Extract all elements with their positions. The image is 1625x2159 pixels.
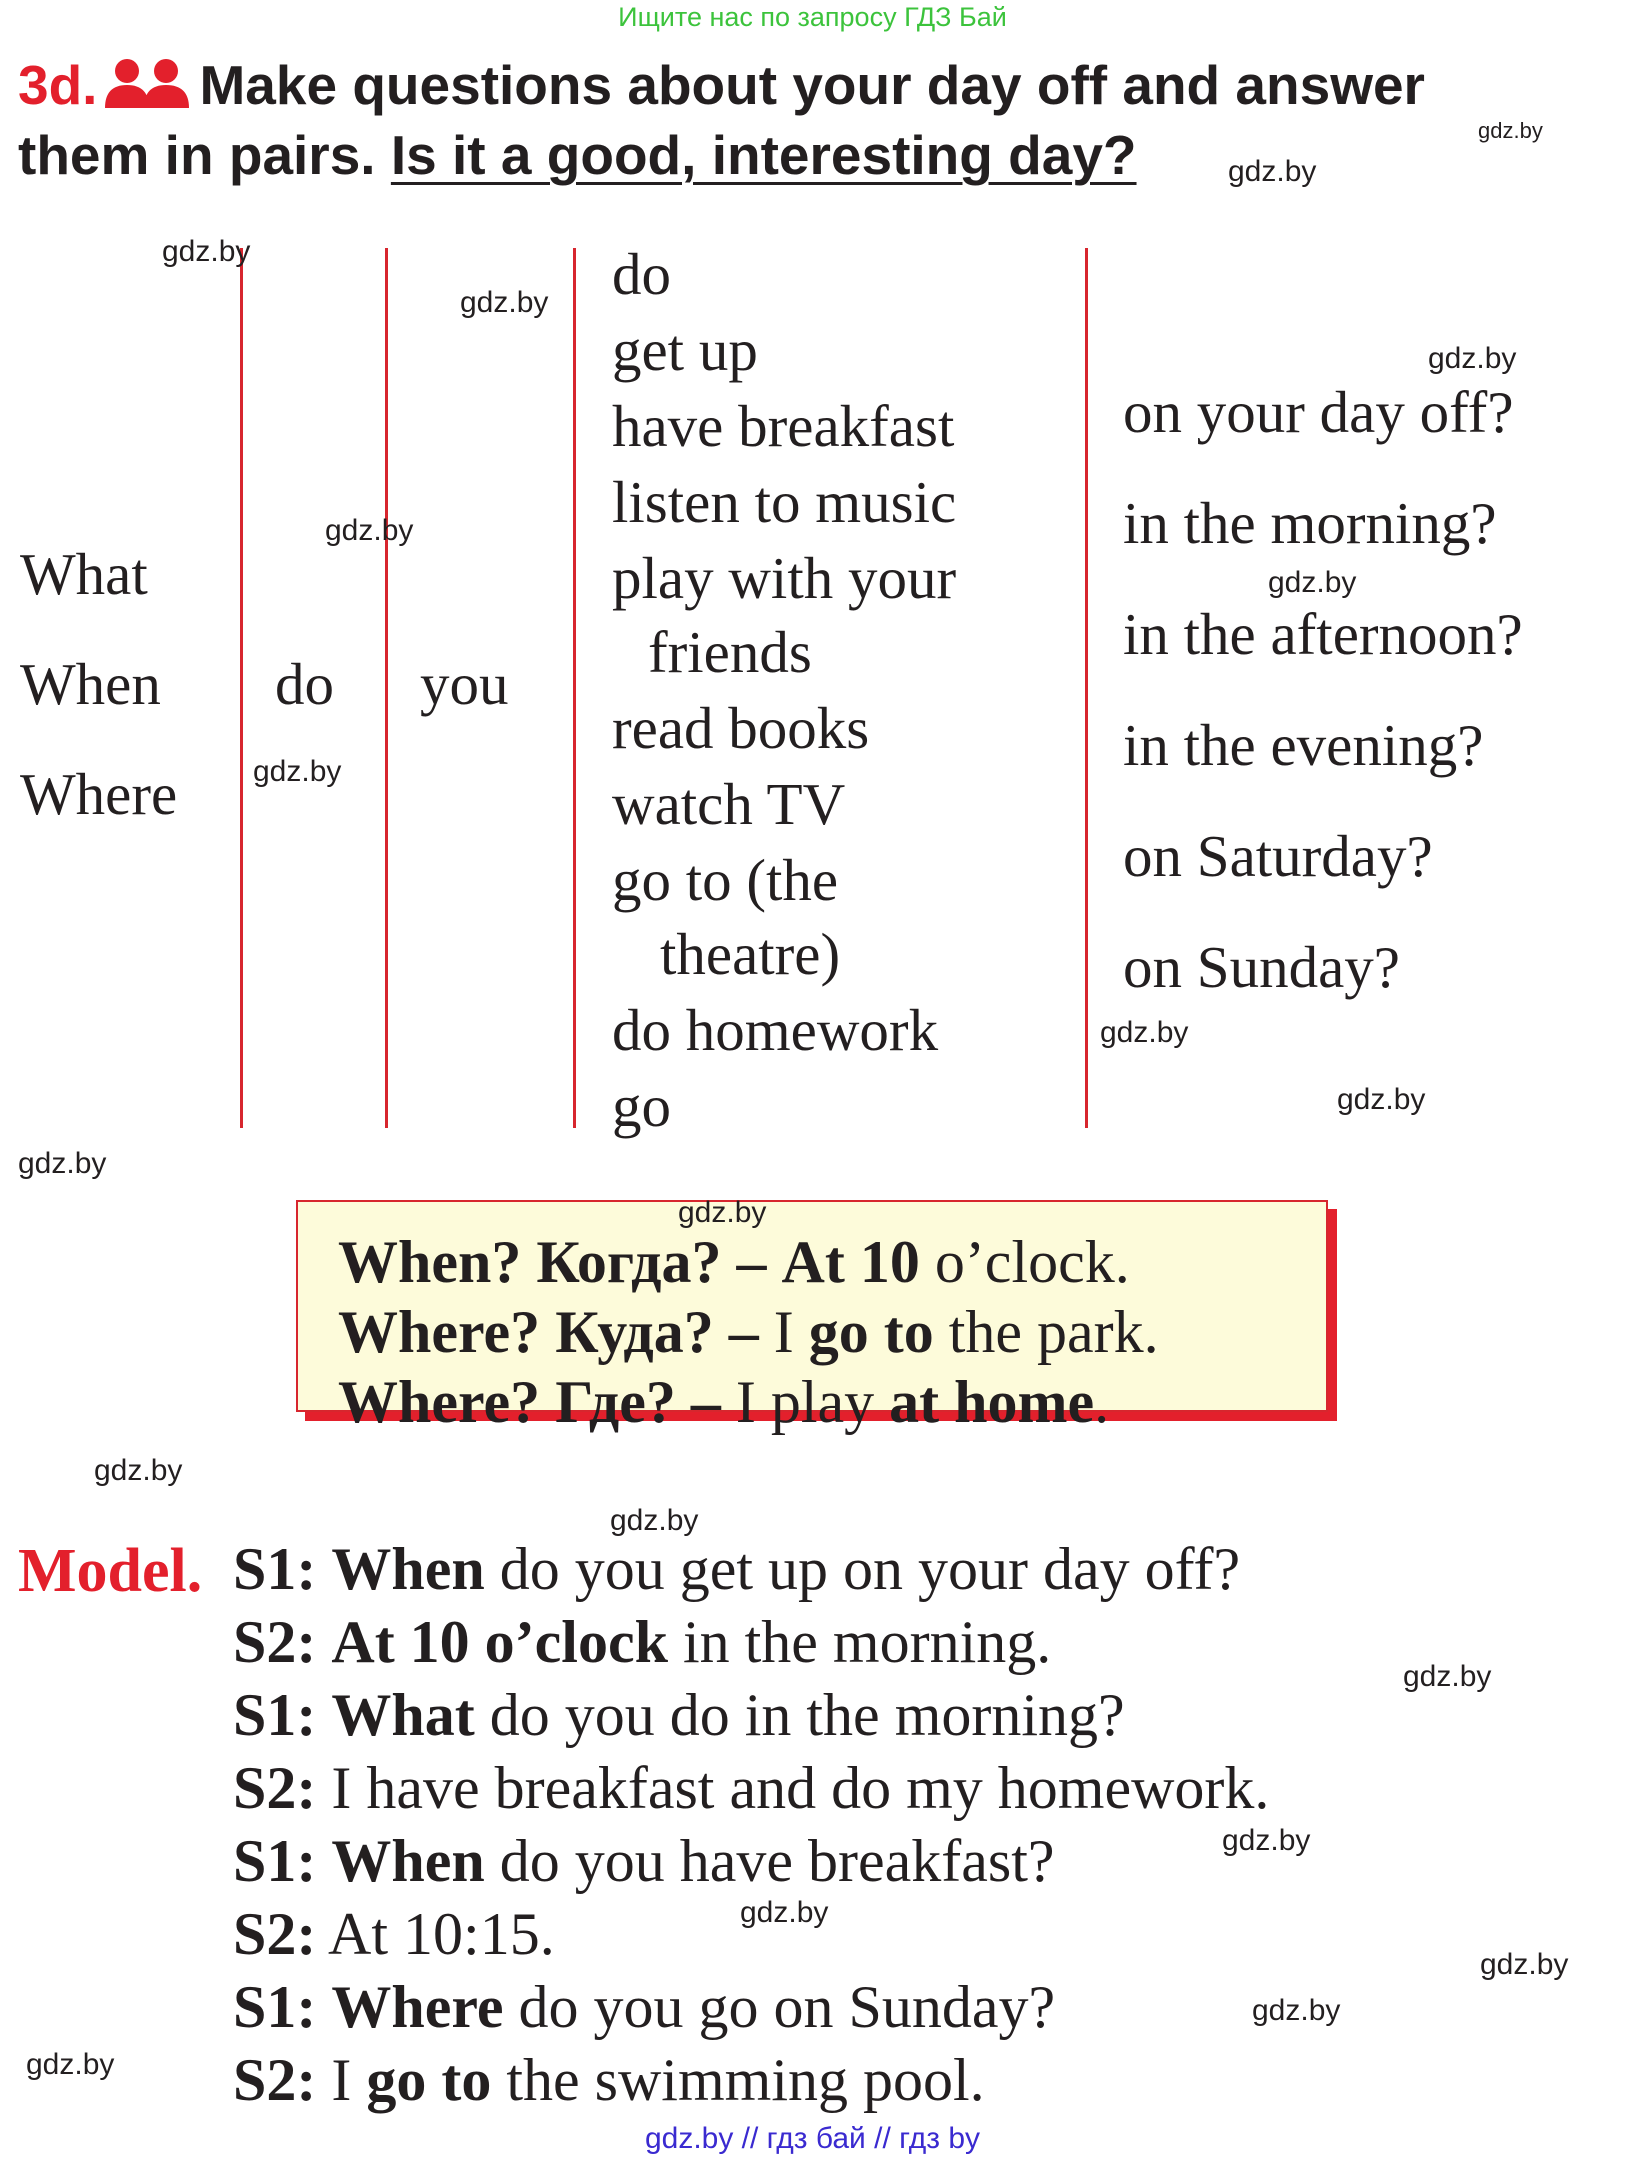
watermark: gdz.by [253, 755, 342, 788]
exercise-heading [18, 52, 1618, 188]
verb-item: go to (the [612, 847, 839, 913]
watermark: gdz.by [1337, 1083, 1426, 1116]
pair-work-icon [105, 56, 189, 122]
dialogue-line: S2: At 10:15. [233, 1901, 555, 1967]
exercise-number: 3d. [18, 54, 98, 116]
watermark: gdz.by [740, 1896, 829, 1929]
watermark: gdz.by [1478, 118, 1543, 143]
verb-item: listen to music [612, 469, 957, 535]
time-phrase: in the evening? [1123, 712, 1484, 778]
time-phrase: in the afternoon? [1123, 601, 1523, 667]
column-divider-3 [573, 248, 576, 1128]
dialogue-line: S1: When do you have breakfast? [233, 1828, 1055, 1894]
verb-item: play with your [612, 545, 957, 611]
watermark: gdz.by [1403, 1660, 1492, 1693]
watermark: gdz.by [678, 1196, 767, 1229]
watermark: gdz.by [26, 2048, 115, 2081]
watermark: gdz.by [1428, 342, 1517, 375]
watermark: gdz.by [1100, 1016, 1189, 1049]
verb-item: do [612, 241, 671, 307]
grammar-note-box [296, 1200, 1328, 1435]
watermark: gdz.by [18, 1147, 107, 1180]
model-label: Model. [18, 1537, 203, 1605]
watermark: gdz.by [1222, 1824, 1311, 1857]
dialogue-line: S2: I go to the swimming pool. [233, 2047, 985, 2113]
time-phrase: in the morning? [1123, 490, 1497, 556]
watermark: gdz.by [325, 514, 414, 547]
note-line-where-at: Where? Где? – I play at home. [338, 1369, 1110, 1435]
heading-line-1: Make questions about your day off and answer [199, 54, 1425, 116]
subject-you: you [420, 651, 509, 717]
verb-item: read books [612, 695, 870, 761]
verb-item-continued: theatre) [660, 921, 841, 987]
watermark: gdz.by [162, 235, 251, 268]
watermark: gdz.by [460, 286, 549, 319]
dialogue-line: S2: At 10 o’clock in the morning. [233, 1609, 1052, 1675]
column-divider-1 [240, 248, 243, 1128]
auxiliary-do: do [275, 651, 334, 717]
verb-item: get up [612, 317, 758, 383]
verb-item: go [612, 1073, 671, 1139]
column-divider-4 [1085, 248, 1088, 1128]
watermark: gdz.by [610, 1504, 699, 1537]
question-word-what: What [20, 541, 148, 607]
time-phrase: on Saturday? [1123, 823, 1433, 889]
heading-question: Is it a good, interesting day? [390, 124, 1137, 186]
watermark: gdz.by [94, 1454, 183, 1487]
watermark: gdz.by [1268, 566, 1357, 599]
question-word-where: Where [20, 761, 178, 827]
heading-line-2: them in pairs. [18, 124, 376, 186]
note-line-when: When? Когда? – At 10 o’clock. [338, 1229, 1130, 1295]
time-phrase: on your day off? [1123, 379, 1514, 445]
verb-item: do homework [612, 997, 939, 1063]
watermark: gdz.by [1252, 1994, 1341, 2027]
top-banner[interactable]: Ищите нас по запросу ГДЗ Бай [618, 2, 1007, 32]
verb-item: have breakfast [612, 393, 955, 459]
dialogue-line: S2: I have breakfast and do my homework. [233, 1755, 1270, 1821]
question-word-when: When [20, 651, 161, 717]
time-phrase: on Sunday? [1123, 934, 1400, 1000]
watermark: gdz.by [1480, 1948, 1569, 1981]
footer-links[interactable]: gdz.by // гдз бай // гдз by [644, 2122, 981, 2155]
verb-item-continued: friends [648, 619, 812, 685]
column-divider-2 [385, 248, 388, 1128]
dialogue-line: S1: Where do you go on Sunday? [233, 1974, 1056, 2040]
note-line-where-to: Where? Куда? – I go to the park. [338, 1299, 1159, 1365]
watermark: gdz.by [1228, 155, 1317, 188]
verb-item: watch TV [612, 771, 846, 837]
dialogue-line: S1: When do you get up on your day off? [233, 1536, 1241, 1602]
dialogue-line: S1: What do you do in the morning? [233, 1682, 1125, 1748]
